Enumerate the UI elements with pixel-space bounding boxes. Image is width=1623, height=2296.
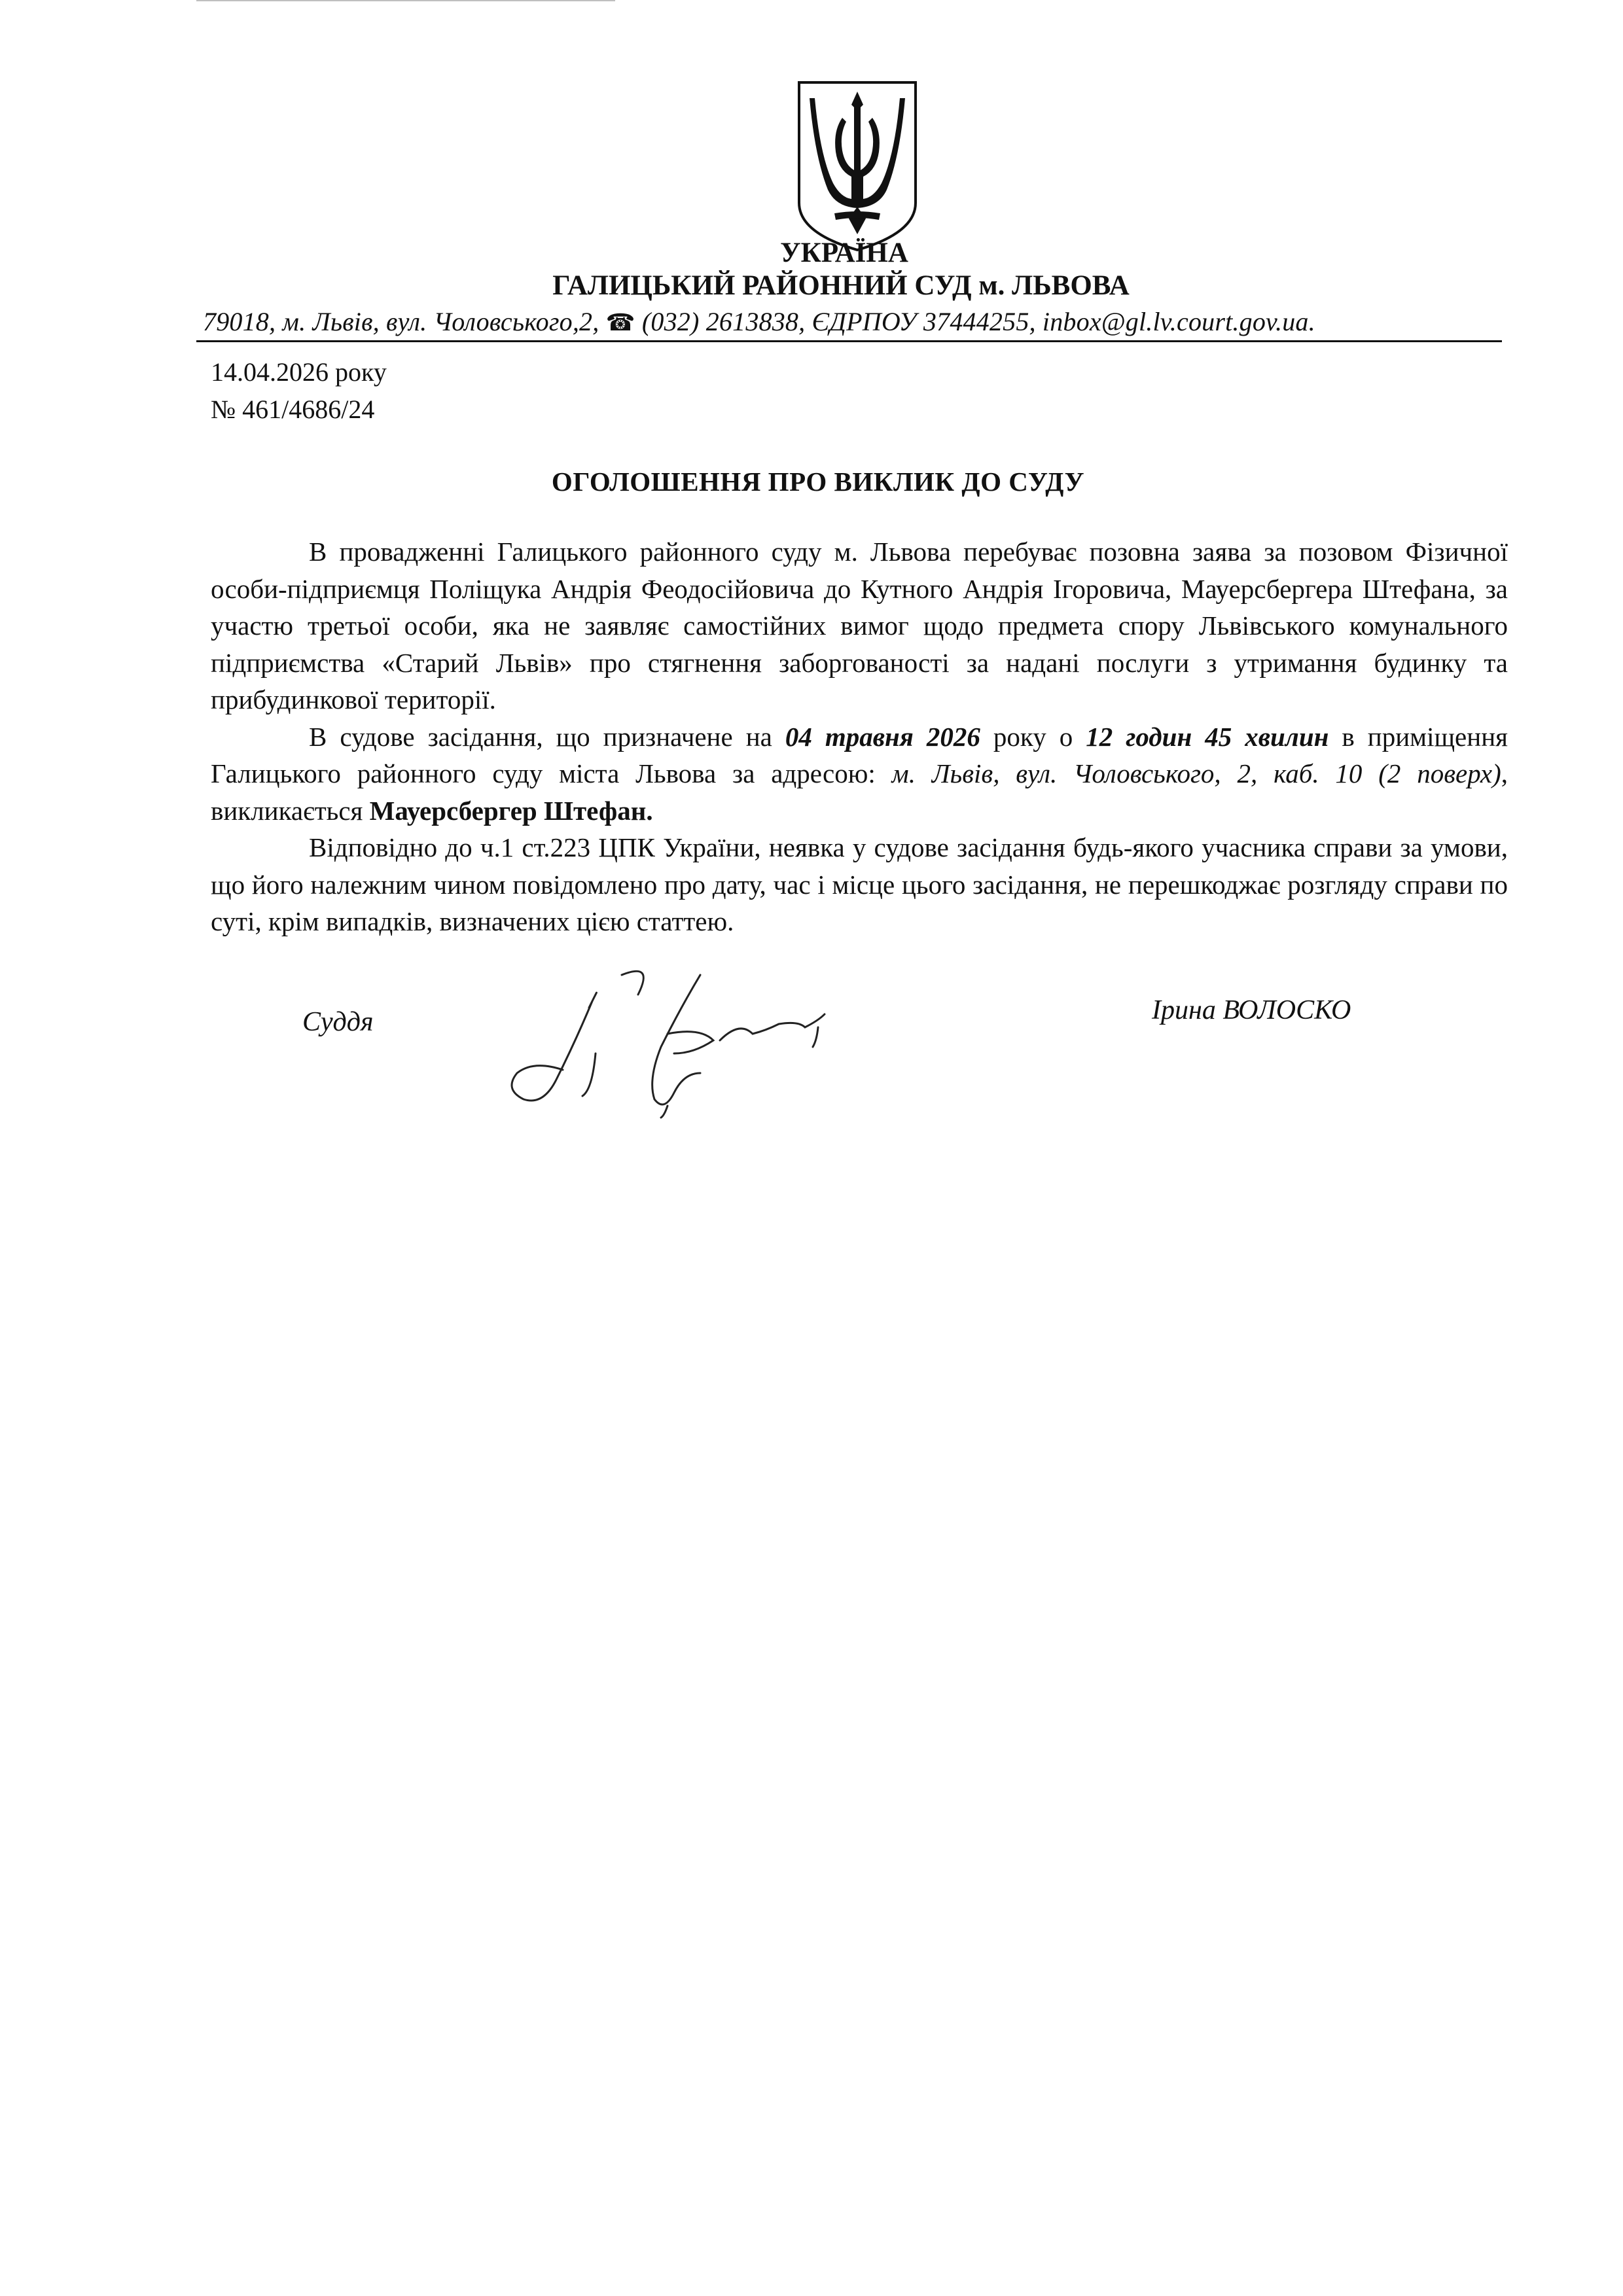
header-divider	[196, 340, 1502, 342]
handwritten-signature	[504, 955, 870, 1119]
signatory-name: Ірина ВОЛОСКО	[1152, 995, 1351, 1025]
country-heading: УКРАЇНА	[780, 238, 908, 268]
case-number: № 461/4686/24	[211, 395, 375, 424]
signatory-role: Суддя	[302, 1007, 374, 1037]
hearing-text: В судове засідання, що призначене на	[309, 721, 785, 752]
phone-registry-email-text: (032) 2613838, ЄДРПОУ 37444255, inbox@gl.lv.court.gov.ua.	[641, 307, 1315, 336]
summoned-person: Мауерсбергер Штефан.	[369, 795, 653, 826]
document-date: 14.04.2026 року	[211, 357, 387, 387]
hearing-text: в приміщення Галицького районного суду міста Львова за адресою:	[211, 721, 1508, 788]
hearing-address: м. Львів, вул. Чоловського, 2, каб. 10 (2 поверх)	[891, 758, 1501, 788]
court-contact-line	[203, 306, 1486, 337]
paragraph-legal-basis: Відповідно до ч.1 ст.223 ЦПК України, неявка у судове засідання будь-якого учасника справи за умови, що його належним чином повідомлено про дату, час і місце цього засідання, не перешкоджає розгляду справи по суті, крім випадків, визначених цією статтею.	[211, 832, 1508, 936]
hearing-text: року о	[980, 721, 1086, 752]
coat-of-arms-icon	[795, 79, 919, 254]
paragraph-hearing	[211, 718, 1508, 830]
phone-icon: ☎	[605, 309, 635, 336]
hearing-text: , викликається	[211, 758, 1508, 826]
scan-edge-line	[196, 0, 615, 1]
address-text: 79018, м. Львів, вул. Чоловського,2,	[203, 307, 606, 336]
paragraph-claim: В провадженні Галицького районного суду м. Львова перебуває позовна заява за позовом Фізичної особи-підприємця Поліщука Андрія Феодосійовича до Кутного Андрія Ігоровича, Мауерсбергера Штефана, за участю третьої особи, яка не заявляє самостійних вимог щодо предмета спору Львівського комунального підприємства «Старий Львів» про стягнення заборгованості за надані послуги з утримання будинку та прибудинкової території.	[211, 537, 1508, 715]
announcement-body	[211, 533, 1508, 940]
court-name-heading: ГАЛИЦЬКИЙ РАЙОННИЙ СУД м. ЛЬВОВА	[552, 270, 1130, 301]
hearing-date: 04 травня 2026	[785, 721, 980, 752]
document-title: ОГОЛОШЕННЯ ПРО ВИКЛИК ДО СУДУ	[551, 467, 1085, 497]
hearing-time: 12 годин 45 хвилин	[1086, 721, 1329, 752]
